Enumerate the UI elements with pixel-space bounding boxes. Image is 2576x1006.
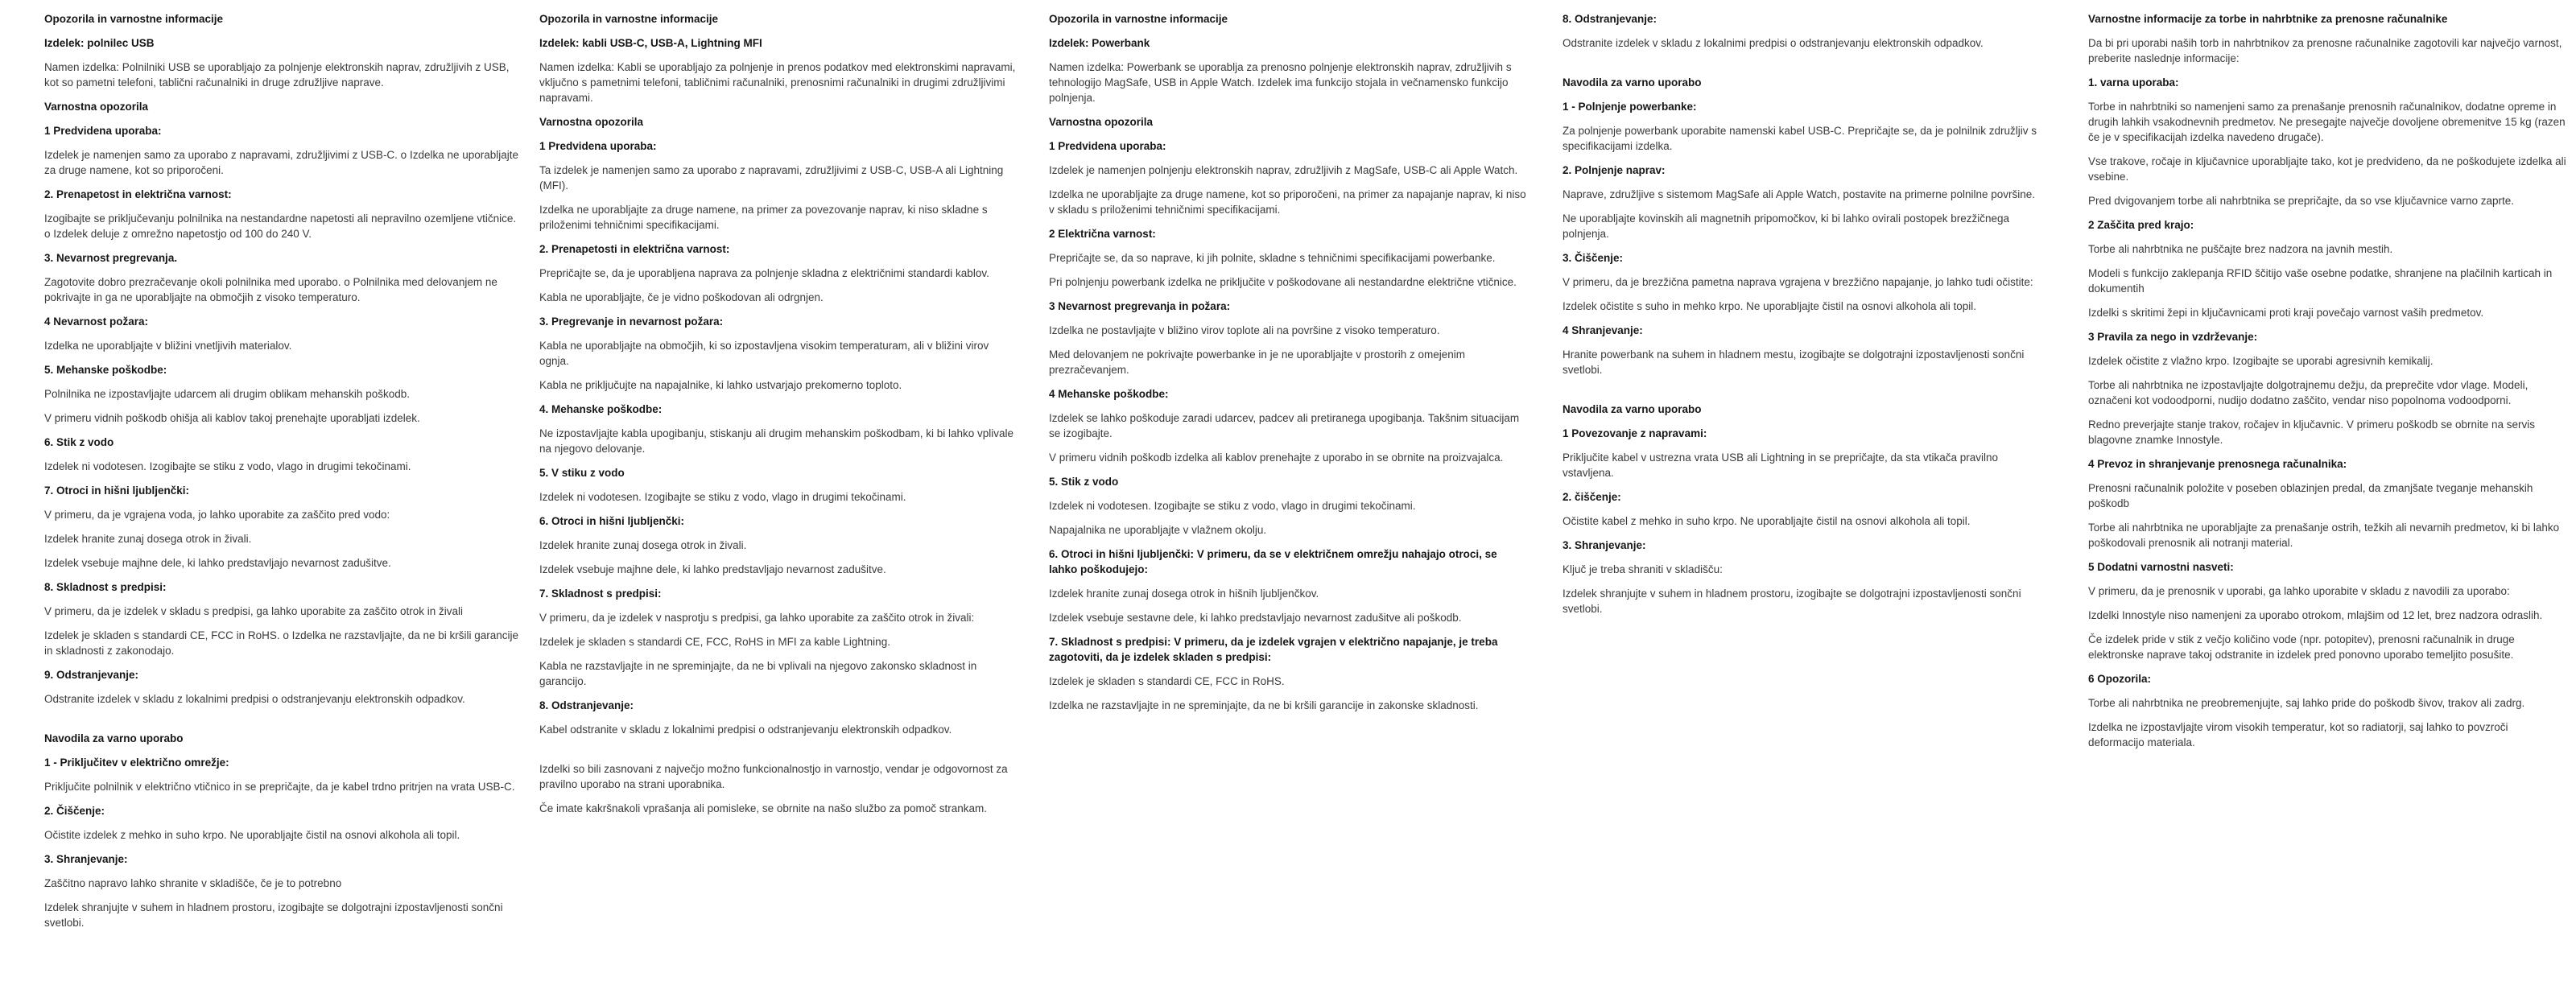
section-heading: 2 Električna varnost: xyxy=(1049,228,1156,240)
paragraph: Izdelek hranite zunaj dosega otrok in hišnih ljubljenčkov. xyxy=(1049,588,1319,600)
paragraph: Prepričajte se, da je uporabljena naprava za polnjenje skladna z električnimi standardi kablov. xyxy=(539,267,989,279)
section-heading: 1 - Polnjenje powerbanke: xyxy=(1563,101,1697,113)
paragraph: Namen izdelka: Polnilniki USB se uporabljajo za polnjenje elektronskih naprav, združljivih z USB, kot so pametni telefoni, tablični računalniki in druge združljive naprave. xyxy=(44,61,510,89)
paragraph: Izdelek je skladen s standardi CE, FCC in RoHS. xyxy=(1049,675,1285,687)
paragraph: Priključite kabel v ustrezna vrata USB ali Lightning in se prepričajte, da sta vtikača pravilno vstavljena. xyxy=(1563,451,1999,479)
paragraph: Naprave, združljive s sistemom MagSafe ali Apple Watch, postavite na primerne polnilne površine. xyxy=(1563,188,2036,200)
paragraph: Izdelek je namenjen polnjenju elektronskih naprav, združljivih z MagSafe, USB-C ali Apple Watch. xyxy=(1049,164,1518,176)
paragraph: Izogibajte se priključevanju polnilnika na nestandardne napetosti ali nepravilno ozemljene vtičnice. o Izdelek deluje z omrežno napetostjo od 100 do 240 V. xyxy=(44,212,517,240)
column-3 xyxy=(1049,11,1527,722)
section-heading: 4 Shranjevanje: xyxy=(1563,324,1643,336)
paragraph: Izdelek shranjujte v suhem in hladnem prostoru, izogibajte se dolgotrajni izpostavljenosti sončni svetlobi. xyxy=(1563,588,2021,615)
section-heading: 8. Odstranjevanje: xyxy=(1563,13,1657,25)
paragraph: Torbe ali nahrbtnika ne uporabljajte za prenašanje ostrih, težkih ali nevarnih predmetov, ki bi lahko poškodovali prenosnik ali notranji material. xyxy=(2088,522,2560,549)
paragraph: Izdelka ne uporabljajte za druge namene, na primer za povezovanje naprav, ki niso skladne s priloženimi tehničnimi specifikacijami. xyxy=(539,204,988,231)
section-heading: 7. Skladnost s predpisi: xyxy=(539,588,662,600)
section-heading: Izdelek: Powerbank xyxy=(1049,37,1150,49)
paragraph: V primeru, da je izdelek v nasprotju s predpisi, ga lahko uporabite za zaščito otrok in živali: xyxy=(539,612,975,624)
section-heading: Izdelek: kabli USB-C, USB-A, Lightning MFI xyxy=(539,37,762,49)
paragraph: Za polnjenje powerbank uporabite namenski kabel USB-C. Prepričajte se, da je polnilnik združljiv s specifikacijami izdelka. xyxy=(1563,125,2037,152)
paragraph: Ključ je treba shraniti v skladišču: xyxy=(1563,563,1723,575)
paragraph: Namen izdelka: Kabli se uporabljajo za polnjenje in prenos podatkov med elektronskimi napravami, vključno s pametnimi telefoni, tabličnimi računalniki, prenosnimi računalniki in drugimi združljivimi napravami. xyxy=(539,61,1016,104)
paragraph: Prenosni računalnik položite v poseben oblazinjen predal, da zmanjšate tveganje mehanskih poškodb xyxy=(2088,482,2533,509)
paragraph: Izdelka ne uporabljajte za druge namene, kot so priporočeni, na primer za napajanje naprav, ki niso v skladu s priloženimi tehničnimi specifikacijami. xyxy=(1049,188,1526,216)
paragraph: Zaščitno napravo lahko shranite v skladišče, če je to potrebno xyxy=(44,877,342,889)
paragraph: Izdelki s skritimi žepi in ključavnicami proti kraji povečajo varnost vaših predmetov. xyxy=(2088,307,2484,319)
section-heading: 4 Nevarnost požara: xyxy=(44,315,149,328)
paragraph: Izdelki so bili zasnovani z največjo možno funkcionalnostjo in varnostjo, vendar je odgovornost za pravilno uporabo na strani uporabnika. xyxy=(539,763,1008,790)
section-heading: 5 Dodatni varnostni nasveti: xyxy=(2088,561,2234,573)
paragraph: Izdelek se lahko poškoduje zaradi udarcev, padcev ali pretiranega upogibanja. Takšnim situacijam se izogibajte. xyxy=(1049,412,1520,439)
paragraph: Kabel odstranite v skladu z lokalnimi predpisi o odstranjevanju elektronskih odpadkov. xyxy=(539,724,952,736)
section-heading: 2. Prenapetost in električna varnost: xyxy=(44,188,232,200)
paragraph: Očistite kabel z mehko in suho krpo. Ne uporabljajte čistil na osnovi alkohola ali topil. xyxy=(1563,515,1971,527)
paragraph: Izdelka ne razstavljajte in ne spreminjajte, da ne bi kršili garancije in zakonske skladnosti. xyxy=(1049,699,1479,711)
section-heading: 3. Nevarnost pregrevanja. xyxy=(44,252,178,264)
section-heading: 5. V stiku z vodo xyxy=(539,467,625,479)
paragraph: Izdelek hranite zunaj dosega otrok in živali. xyxy=(539,539,747,551)
paragraph: Kabla ne razstavljajte in ne spreminjajte, da ne bi vplivali na njegovo zakonsko skladnost in garancijo. xyxy=(539,660,977,687)
section-heading: Opozorila in varnostne informacije xyxy=(1049,13,1228,25)
paragraph: Torbe ali nahrbtnika ne preobremenjujte, saj lahko pride do poškodb šivov, trakov ali zadrg. xyxy=(2088,697,2525,709)
paragraph: Pred dvigovanjem torbe ali nahrbtnika se prepričajte, da so vse ključavnice varno zaprte. xyxy=(2088,195,2515,207)
section-heading: 2 Zaščita pred krajo: xyxy=(2088,219,2194,231)
paragraph: Izdelek hranite zunaj dosega otrok in živali. xyxy=(44,533,252,545)
section-heading: 3. Čiščenje: xyxy=(1563,252,1624,264)
paragraph: Izdelek očistite z vlažno krpo. Izogibajte se uporabi agresivnih kemikalij. xyxy=(2088,355,2434,367)
section-heading: 1. varna uporaba: xyxy=(2088,76,2179,89)
paragraph: Polnilnika ne izpostavljajte udarcem ali drugim oblikam mehanskih poškodb. xyxy=(44,388,410,400)
paragraph: Priključite polnilnik v električno vtičnico in se prepričajte, da je kabel trdno pritrjen na vrata USB-C. xyxy=(44,781,515,793)
paragraph: Da bi pri uporabi naših torb in nahrbtnikov za prenosne računalnike zagotovili kar največjo varnost, preberite naslednje informacije: xyxy=(2088,37,2562,64)
paragraph: Izdelek ni vodotesen. Izogibajte se stiku z vodo, vlago in drugimi tekočinami. xyxy=(44,460,411,472)
paragraph: V primeru, da je izdelek v skladu s predpisi, ga lahko uporabite za zaščito otrok in živali xyxy=(44,605,464,617)
section-heading: 4. Mehanske poškodbe: xyxy=(539,403,663,415)
section-heading: Izdelek: polnilec USB xyxy=(44,37,155,49)
section-heading: 9. Odstranjevanje: xyxy=(44,669,139,681)
paragraph: Izdelka ne uporabljajte v bližini vnetljivih materialov. xyxy=(44,340,292,352)
paragraph: Izdelek je skladen s standardi CE, FCC in RoHS. o Izdelka ne razstavljajte, da ne bi kršili garancije in skladnosti z zakonodajo. xyxy=(44,629,519,657)
paragraph: Odstranite izdelek v skladu z lokalnimi predpisi o odstranjevanju elektronskih odpadkov. xyxy=(44,693,465,705)
paragraph: Kabla ne uporabljajte, če je vidno poškodovan ali odrgnjen. xyxy=(539,291,824,303)
section-heading: 1 Predvidena uporaba: xyxy=(44,125,162,137)
section-heading: 6 Opozorila: xyxy=(2088,673,2152,685)
section-heading: 2. čiščenje: xyxy=(1563,491,1621,503)
section-heading: 1 Predvidena uporaba: xyxy=(1049,140,1166,152)
section-heading: 6. Otroci in hišni ljubljenčki: V primeru, da se v električnem omrežju nahajajo otroci, se lahko poškodujejo: xyxy=(1049,548,1497,575)
section-heading: 3. Shranjevanje: xyxy=(1563,539,1646,551)
section-heading: Opozorila in varnostne informacije xyxy=(539,13,719,25)
paragraph: Če imate kakršnakoli vprašanja ali pomisleke, se obrnite na našo službo za pomoč strankam. xyxy=(539,802,988,814)
column-5 xyxy=(2088,11,2566,759)
paragraph: Izdelek je namenjen samo za uporabo z napravami, združljivimi z USB-C. o Izdelka ne uporabljajte za druge namene, kot so priporočeni. xyxy=(44,149,519,176)
section-heading: Navodila za varno uporabo xyxy=(1563,76,1702,89)
paragraph: Prepričajte se, da so naprave, ki jih polnite, skladne s tehničnimi specifikacijami powerbanke. xyxy=(1049,252,1496,264)
column-1 xyxy=(44,11,522,939)
paragraph: Če izdelek pride v stik z večjo količino vode (npr. potopitev), prenosni računalnik in druge elektronske naprave takoj odstranite in izdelek pred ponovno uporabo temeljito posušite. xyxy=(2088,633,2515,661)
section-heading: 3. Pregrevanje in nevarnost požara: xyxy=(539,315,724,328)
paragraph: Zagotovite dobro prezračevanje okoli polnilnika med uporabo. o Polnilnika med delovanjem ne pokrivajte in ga ne uporabljajte na območjih z visoko temperaturo. xyxy=(44,276,497,303)
paragraph: V primeru, da je vgrajena voda, jo lahko uporabite za zaščito pred vodo: xyxy=(44,509,390,521)
paragraph: V primeru, da je prenosnik v uporabi, ga lahko uporabite v skladu z navodili za uporabo: xyxy=(2088,585,2510,597)
section-heading: 1 Predvidena uporaba: xyxy=(539,140,657,152)
paragraph: Izdelek ni vodotesen. Izogibajte se stiku z vodo, vlago in drugimi tekočinami. xyxy=(1049,500,1416,512)
section-heading: 6. Otroci in hišni ljubljenčki: xyxy=(539,515,685,527)
column-2 xyxy=(539,11,1018,825)
paragraph: Kabla ne uporabljajte na območjih, ki so izpostavljena visokim temperaturam, ali v bližini virov ognja. xyxy=(539,340,989,367)
section-heading: 1 - Priključitev v električno omrežje: xyxy=(44,757,229,769)
section-heading: Opozorila in varnostne informacije xyxy=(44,13,224,25)
paragraph: Redno preverjajte stanje trakov, ročajev in ključavnic. V primeru poškodb se obrnite na servis blagovne znamke Innostyle. xyxy=(2088,418,2536,446)
paragraph: Ne uporabljajte kovinskih ali magnetnih pripomočkov, ki bi lahko ovirali postopek brezžičnega polnjenja. xyxy=(1563,212,2010,240)
paragraph: Torbe ali nahrbtnika ne izpostavljajte dolgotrajnemu dežju, da preprečite vdor vlage. Modeli, označeni kot vodoodporni, nudijo dodatno zaščito, vendar niso popolnoma vodoodporni. xyxy=(2088,379,2529,406)
section-heading: 5. Mehanske poškodbe: xyxy=(44,364,167,376)
section-heading: Varnostna opozorila xyxy=(1049,116,1154,128)
paragraph: Torbe in nahrbtniki so namenjeni samo za prenašanje prenosnih računalnikov, dodatne opreme in drugih lahkih vsakodnevnih predmetov. Ne presegajte največje dovoljene obremenitve 15 kg (razen če je v specifikacijah izdelka navedeno drugače). xyxy=(2088,101,2566,143)
section-heading: 4 Mehanske poškodbe: xyxy=(1049,388,1169,400)
section-heading: Varnostna opozorila xyxy=(539,116,644,128)
section-heading: 5. Stik z vodo xyxy=(1049,476,1119,488)
paragraph: Torbe ali nahrbtnika ne puščajte brez nadzora na javnih mestih. xyxy=(2088,243,2393,255)
paragraph: Odstranite izdelek v skladu z lokalnimi predpisi o odstranjevanju elektronskih odpadkov. xyxy=(1563,37,1984,49)
section-heading: 4 Prevoz in shranjevanje prenosnega računalnika: xyxy=(2088,458,2347,470)
paragraph: Hranite powerbank na suhem in hladnem mestu, izogibajte se dolgotrajni izpostavljenosti sončni svetlobi. xyxy=(1563,348,2025,376)
paragraph: Izdelek vsebuje majhne dele, ki lahko predstavljajo nevarnost zadušitve. xyxy=(539,563,886,575)
section-heading: Varnostne informacije za torbe in nahrbtnike za prenosne računalnike xyxy=(2088,13,2448,25)
paragraph: Izdelki Innostyle niso namenjeni za uporabo otrokom, mlajšim od 12 let, brez nadzora odraslih. xyxy=(2088,609,2543,621)
paragraph: Ta izdelek je namenjen samo za uporabo z napravami, združljivimi z USB-C, USB-A ali Lightning (MFI). xyxy=(539,164,1004,192)
column-4 xyxy=(1563,11,2041,625)
section-heading: Varnostna opozorila xyxy=(44,101,149,113)
section-heading: Navodila za varno uporabo xyxy=(44,732,184,744)
paragraph: Izdelek vsebuje sestavne dele, ki lahko predstavljajo nevarnost zadušitve ali poškodb. xyxy=(1049,612,1462,624)
section-heading: 2. Prenapetosti in električna varnost: xyxy=(539,243,730,255)
paragraph: Napajalnika ne uporabljajte v vlažnem okolju. xyxy=(1049,524,1267,536)
paragraph: Namen izdelka: Powerbank se uporablja za prenosno polnjenje elektronskih naprav, združljivih s tehnologijo MagSafe, USB in Apple Watch. Izdelek ima funkcijo stojala in večnamensko funkcijo polnjenja. xyxy=(1049,61,1512,104)
section-heading: Navodila za varno uporabo xyxy=(1563,403,1702,415)
paragraph: Izdelka ne izpostavljajte virom visokih temperatur, kot so radiatorji, saj lahko to povzroči deformacijo materiala. xyxy=(2088,721,2508,748)
section-heading: 2. Čiščenje: xyxy=(44,805,105,817)
paragraph: Izdelek ni vodotesen. Izogibajte se stiku z vodo, vlago in drugimi tekočinami. xyxy=(539,491,906,503)
paragraph: Izdelek je skladen s standardi CE, FCC, RoHS in MFI za kable Lightning. xyxy=(539,636,890,648)
paragraph: V primeru vidnih poškodb izdelka ali kablov prenehajte z uporabo in se obrnite na proizvajalca. xyxy=(1049,451,1504,464)
paragraph: Izdelek shranjujte v suhem in hladnem prostoru, izogibajte se dolgotrajni izpostavljenosti sončni svetlobi. xyxy=(44,901,503,929)
section-heading: 3 Pravila za nego in vzdrževanje: xyxy=(2088,331,2258,343)
paragraph: Ne izpostavljajte kabla upogibanju, stiskanju ali drugim mehanskim poškodbam, ki bi lahko vplivale na njegovo delovanje. xyxy=(539,427,1014,455)
section-heading: 6. Stik z vodo xyxy=(44,436,114,448)
section-heading: 7. Otroci in hišni ljubljenčki: xyxy=(44,484,190,497)
paragraph: V primeru vidnih poškodb ohišja ali kablov takoj prenehajte uporabljati izdelek. xyxy=(44,412,420,424)
paragraph: Vse trakove, ročaje in ključavnice uporabljajte tako, kot je predvideno, da ne poškodujete izdelka ali vsebine. xyxy=(2088,155,2566,183)
section-heading: 8. Skladnost s predpisi: xyxy=(44,581,167,593)
section-heading: 1 Povezovanje z napravami: xyxy=(1563,427,1707,439)
paragraph: Izdelek vsebuje majhne dele, ki lahko predstavljajo nevarnost zadušitve. xyxy=(44,557,391,569)
section-heading: 8. Odstranjevanje: xyxy=(539,699,634,711)
section-heading: 3. Shranjevanje: xyxy=(44,853,128,865)
paragraph: Modeli s funkcijo zaklepanja RFID ščitijo vaše osebne podatke, shranjene na plačilnih karticah in dokumentih xyxy=(2088,267,2553,295)
paragraph: V primeru, da je brezžična pametna naprava vgrajena v brezžično napajanje, jo lahko tudi očistite: xyxy=(1563,276,2033,288)
section-heading: 7. Skladnost s predpisi: V primeru, da je izdelek vgrajen v električno napajanje, je treba zagotoviti, da je izdelek skladen s predpisi: xyxy=(1049,636,1498,663)
section-heading: 2. Polnjenje naprav: xyxy=(1563,164,1666,176)
paragraph: Med delovanjem ne pokrivajte powerbanke in je ne uporabljajte v prostorih z omejenim prezračevanjem. xyxy=(1049,348,1466,376)
paragraph: Očistite izdelek z mehko in suho krpo. Ne uporabljajte čistil na osnovi alkohola ali topil. xyxy=(44,829,460,841)
paragraph: Pri polnjenju powerbank izdelka ne priključite v poškodovane ali nestandardne električne vtičnice. xyxy=(1049,276,1517,288)
paragraph: Kabla ne priključujte na napajalnike, ki lahko ustvarjajo prekomerno toploto. xyxy=(539,379,902,391)
section-heading: 3 Nevarnost pregrevanja in požara: xyxy=(1049,300,1231,312)
paragraph: Izdelek očistite s suho in mehko krpo. Ne uporabljajte čistil na osnovi alkohola ali topil. xyxy=(1563,300,1977,312)
paragraph: Izdelka ne postavljajte v bližino virov toplote ali na površine z visoko temperaturo. xyxy=(1049,324,1440,336)
